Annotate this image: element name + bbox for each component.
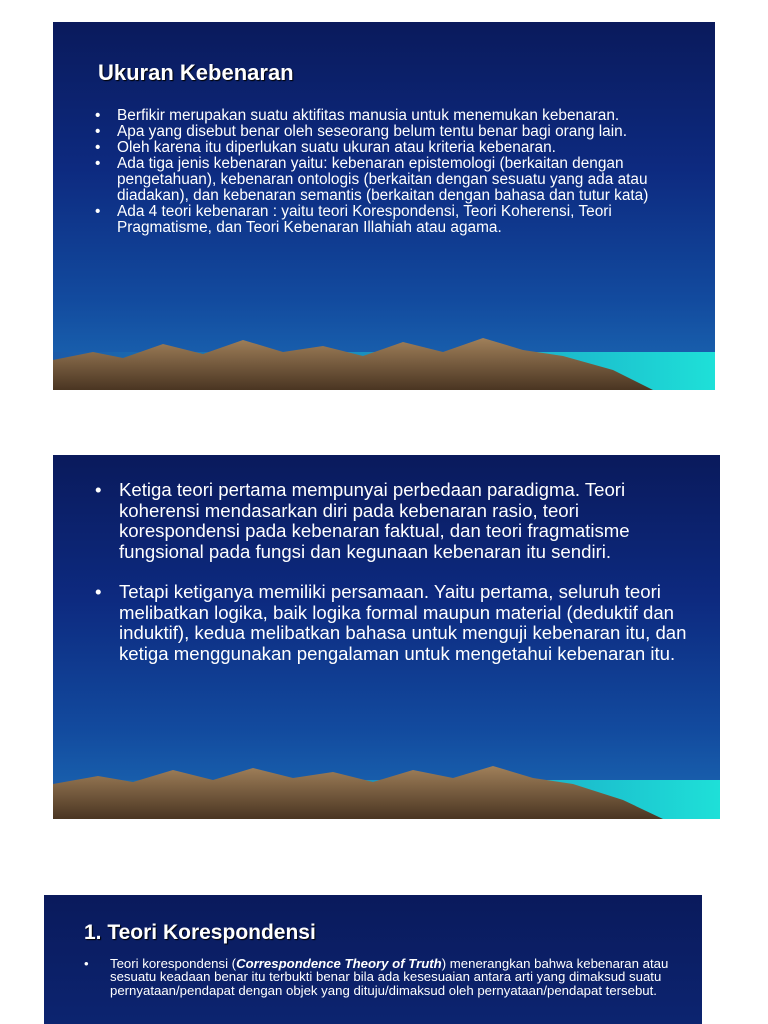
bullet-text-post: ) menerangkan bahwa kebenaran atau sesuatu keadaan benar itu terbukti benar bila ada kesesuaian antara arti yang dimaksud suatu pernyataan/pendapat dengan objek yang dituju/dimaksud oleh pernyataan/pendapat tersebut. (110, 956, 669, 998)
bullet-item: • Apa yang disebut benar oleh seseorang belum tentu benar bagi orang lain. (95, 124, 685, 140)
bullet-text-emphasis: Correspondence Theory of Truth (236, 956, 442, 971)
mountain-landscape (53, 330, 715, 390)
bullet-item: • Ada tiga jenis kebenaran yaitu: kebenaran epistemologi (berkaitan dengan pengetahuan), kebenaran ontologis (berkaitan dengan sesuatu yang ada atau diadakan), dan kebenaran semantis (berkaitan dengan bahasa dan tutur kata) (95, 156, 685, 204)
bullet-item: • Oleh karena itu diperlukan suatu ukuran atau kriteria kebenaran. (95, 140, 685, 156)
bullet-list (84, 957, 684, 997)
slide-title: Ukuran Kebenaran (98, 60, 294, 85)
bullet-text-pre: Teori korespondensi ( (110, 956, 237, 971)
bullet-item: • Ada 4 teori kebenaran : yaitu teori Korespondensi, Teori Koherensi, Teori Pragmatisme, dan Teori Kebenaran Illahiah atau agama. (95, 204, 685, 236)
slide-perbedaan-paradigma (53, 455, 720, 819)
bullet-item (84, 957, 684, 997)
bullet-item: • Ketiga teori pertama mempunyai perbedaan paradigma. Teori koherensi mendasarkan diri pada kebenaran rasio, teori korespondensi pada kebenaran faktual, dan teori fragmatisme fungsional pada fungsi dan kegunaan kebenaran itu sendiri. (95, 480, 695, 562)
bullet-list (95, 480, 695, 664)
slide-title: 1. Teori Korespondensi (84, 921, 316, 944)
bullet-item: • Berfikir merupakan suatu aktifitas manusia untuk menemukan kebenaran. (95, 108, 685, 124)
mountain-landscape (53, 764, 720, 819)
bullet-list (95, 108, 685, 236)
slide-teori-korespondensi (44, 895, 702, 1024)
bullet-item: • Tetapi ketiganya memiliki persamaan. Yaitu pertama, seluruh teori melibatkan logika, baik logika formal maupun material (deduktif dan induktif), kedua melibatkan bahasa untuk menguji kebenaran itu, dan ketiga menggunakan pengalaman untuk mengetahui kebenaran itu. (95, 582, 695, 664)
slide-ukuran-kebenaran (53, 22, 715, 390)
